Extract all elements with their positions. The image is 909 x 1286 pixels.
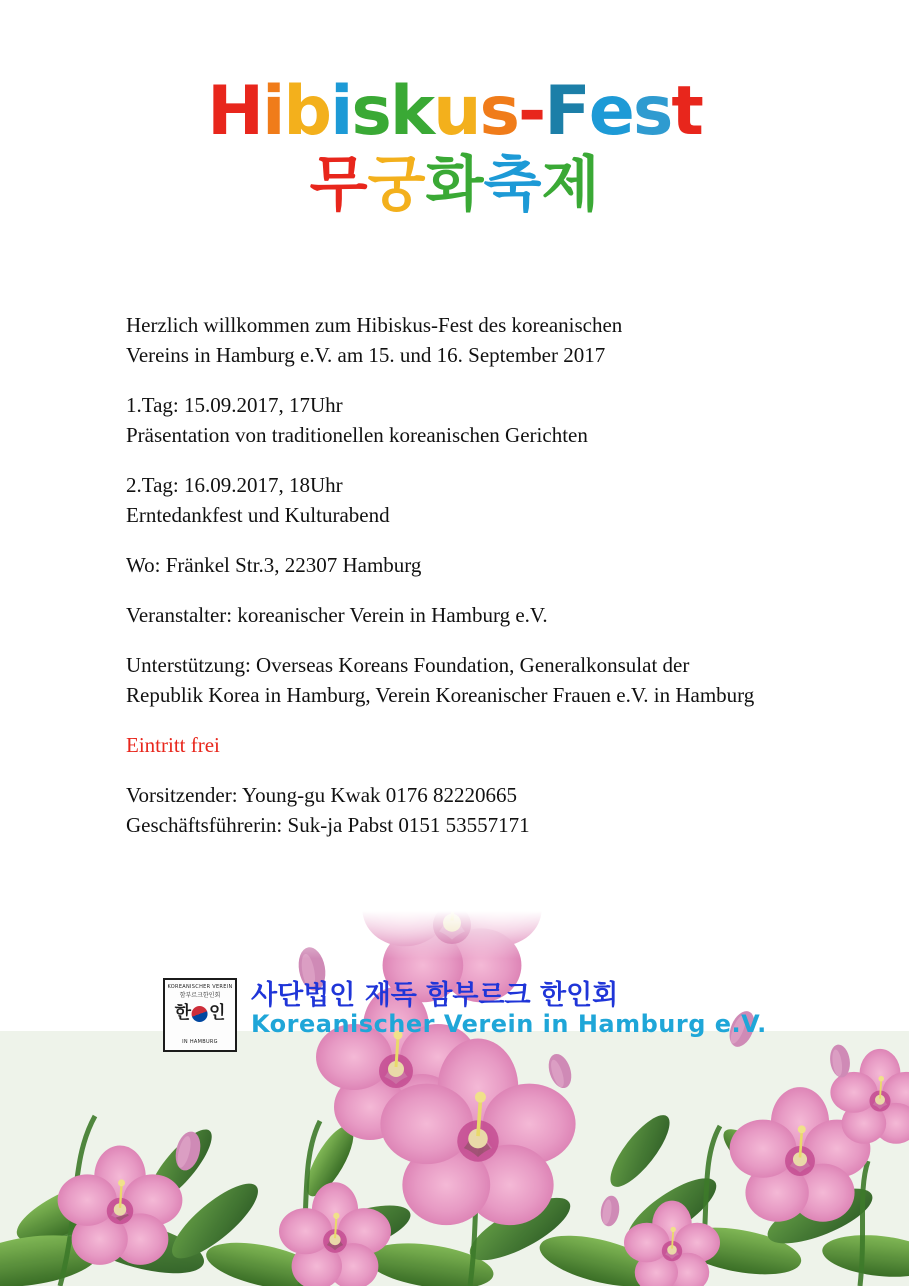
paragraph-day-1-line-1: Präsentation von traditionellen koreanischen Gerichten xyxy=(126,423,588,447)
title-latin-char-5: k xyxy=(389,72,434,151)
paragraph-support-line-0: Unterstützung: Overseas Koreans Foundation, Generalkonsulat der xyxy=(126,653,690,677)
title-latin-char-6: u xyxy=(433,72,480,151)
association-identity xyxy=(163,978,767,1052)
title-korean-char-2: 화 xyxy=(425,150,484,220)
paragraph-free-entry-line-0: Eintritt frei xyxy=(126,733,220,757)
taeguk-icon xyxy=(192,1006,208,1022)
paragraph-day-2-line-1: Erntedankfest und Kulturabend xyxy=(126,503,390,527)
paragraph-welcome xyxy=(126,310,886,370)
title-latin-char-2: b xyxy=(283,72,331,151)
association-name-korean: 사단법인 재독 함부르크 한인회 xyxy=(251,980,619,1011)
paragraph-welcome-line-1: Vereins in Hamburg e.V. am 15. und 16. September 2017 xyxy=(126,343,606,367)
paragraph-contacts-line-0: Vorsitzender: Young-gu Kwak 0176 82220665 xyxy=(126,783,518,807)
association-logo-icon xyxy=(163,978,237,1052)
title-latin-char-1: i xyxy=(262,72,284,151)
paragraph-organizer xyxy=(126,600,886,630)
association-name-german: Koreanischer Verein in Hamburg e.V. xyxy=(251,1010,767,1039)
hibiscus-flowers-photo xyxy=(0,911,909,1286)
title-latin-char-11: s xyxy=(632,72,672,151)
title-latin-char-3: i xyxy=(330,72,352,151)
paragraph-contacts xyxy=(126,780,886,840)
paragraph-support xyxy=(126,650,886,710)
title-latin-char-0: H xyxy=(207,72,263,151)
paragraph-venue-line-0: Wo: Fränkel Str.3, 22307 Hamburg xyxy=(126,553,422,577)
logo-char-left: 한 xyxy=(174,1003,191,1023)
title-korean-char-0: 무 xyxy=(309,150,368,220)
paragraph-day-1-line-0: 1.Tag: 15.09.2017, 17Uhr xyxy=(126,393,343,417)
paragraph-venue xyxy=(126,550,886,580)
logo-mid-text: 함부르크한인회 xyxy=(179,992,221,999)
title-latin-char-9: F xyxy=(544,72,589,151)
paragraph-day-2 xyxy=(126,470,886,530)
logo-top-text: KOREANISCHER VEREIN xyxy=(167,984,233,990)
title-korean-char-4: 축 xyxy=(483,150,542,220)
poster-body-text xyxy=(126,310,886,860)
association-names xyxy=(251,978,767,1039)
paragraph-contacts-line-1: Geschäftsführerin: Suk-ja Pabst 0151 53557171 xyxy=(126,813,530,837)
title-latin-char-12: t xyxy=(671,72,702,151)
title-latin-char-7: s xyxy=(479,72,519,151)
title-latin-char-8: - xyxy=(518,72,545,151)
paragraph-support-line-1: Republik Korea in Hamburg, Verein Koreanischer Frauen e.V. in Hamburg xyxy=(126,683,755,707)
title-korean-char-1: 궁 xyxy=(367,150,426,220)
title-korean-char-5: 제 xyxy=(541,150,600,220)
logo-bottom-text: IN HAMBURG xyxy=(182,1039,218,1045)
paragraph-organizer-line-0: Veranstalter: koreanischer Verein in Hamburg e.V. xyxy=(126,603,548,627)
paragraph-day-1 xyxy=(126,390,886,450)
title-latin-char-10: e xyxy=(588,72,633,151)
title-latin-char-4: s xyxy=(351,72,390,151)
paragraph-free-entry xyxy=(126,730,886,760)
logo-core xyxy=(175,1005,226,1022)
paragraph-welcome-line-0: Herzlich willkommen zum Hibiskus-Fest des koreanischen xyxy=(126,313,623,337)
paragraph-day-2-line-0: 2.Tag: 16.09.2017, 18Uhr xyxy=(126,473,343,497)
title-korean xyxy=(0,150,909,220)
poster-title-block xyxy=(0,72,909,220)
title-latin xyxy=(0,72,909,151)
logo-char-right: 인 xyxy=(209,1003,226,1023)
